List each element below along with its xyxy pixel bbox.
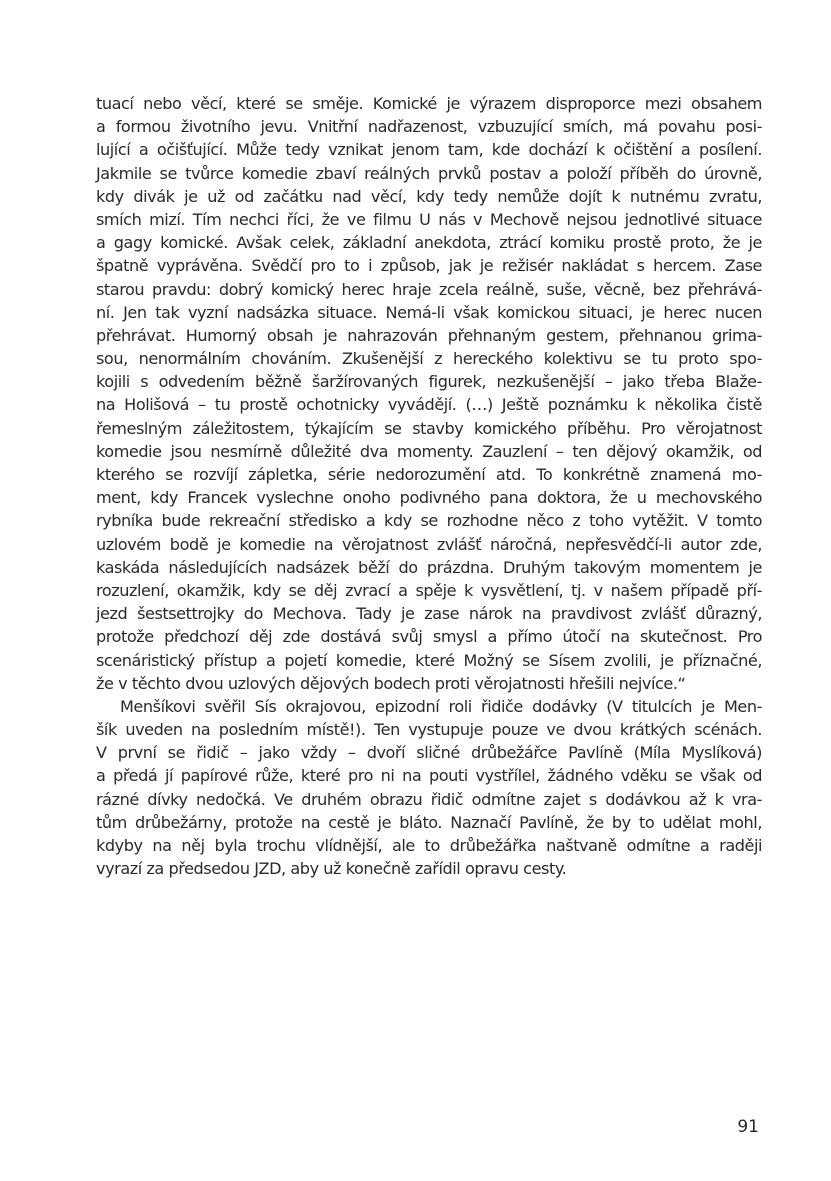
paragraph-1 bbox=[96, 92, 762, 695]
text-line: protože předchozí děj zde dostává svůj smysl a přímo útočí na skutečnost. Pro bbox=[96, 627, 762, 647]
body-text bbox=[96, 92, 762, 880]
paragraph-2 bbox=[96, 695, 762, 881]
text-line: rázné dívky nedočká. Ve druhém obrazu řidič odmítne zajet s dodávkou až k vra- bbox=[96, 789, 762, 809]
text-line: a předá jí papírové růže, které pro ni na pouti vystřílel, žádného vděku se však od bbox=[96, 766, 762, 786]
text-line: kdy divák je už od začátku nad věcí, kdy tedy nemůže dojít k nutnému zvratu, bbox=[96, 186, 762, 206]
text-line: rybníka bude rekreační středisko a kdy se rozhodne něco z toho vytěžit. V tomto bbox=[96, 511, 762, 531]
text-line: komedie jsou nesmírně důležité dva momenty. Zauzlení – ten dějový okamžik, od bbox=[96, 441, 762, 461]
text-line: přehrávat. Humorný obsah je nahrazován přehnaným gestem, přehnanou grima- bbox=[96, 325, 762, 345]
text-line: scenáristický přístup a pojetí komedie, které Možný se Sísem zvolili, je příznačné, bbox=[96, 650, 762, 670]
text-line: ment, kdy Francek vyslechne onoho podivného pana doktora, že u mechovského bbox=[96, 488, 762, 508]
text-line: Menšíkovi svěřil Sís okrajovou, epizodní roli řidiče dodávky (V titulcích je Men- bbox=[120, 696, 762, 716]
text-line: špatně vyprávěna. Svědčí pro to i způsob, jak je režisér nakládat s hercem. Zase bbox=[96, 256, 762, 276]
text-line: řemeslným záležitostem, týkajícím se stavby komického příběhu. Pro věrojatnost bbox=[96, 418, 762, 438]
text-line: šík uveden na posledním místě!). Ten vystupuje pouze ve dvou krátkých scénách. bbox=[96, 720, 762, 740]
text-line: starou pravdu: dobrý komický herec hraje zcela reálně, suše, věcně, bez přehrává- bbox=[96, 279, 762, 299]
text-line: lující a očišťující. Může tedy vznikat jenom tam, kde dochází k očištění a posílení. bbox=[96, 140, 762, 160]
text-line: kojili s odvedením běžně šaržírovaných figurek, nezkušenější – jako třeba Blaže- bbox=[96, 372, 762, 392]
page-number: 91 bbox=[737, 1117, 759, 1137]
text-line: a gagy komické. Avšak celek, základní anekdota, ztrácí komiku prostě proto, že je bbox=[96, 233, 762, 253]
text-line: kaskáda následujících nadsázek běží do prázdna. Druhým takovým momentem je bbox=[96, 557, 762, 577]
text-line: V první se řidič – jako vždy – dvoří sličné drůbežářce Pavlíně (Míla Myslíková) bbox=[96, 743, 762, 763]
text-line: kterého se rozvíjí zápletka, série nedorozumění atd. To konkrétně znamená mo- bbox=[96, 465, 762, 484]
text-line: na Holišová – tu prostě ochotnicky vyvádějí. (…) Ještě poznámku k několika čistě bbox=[96, 395, 762, 415]
text-line: a formou životního jevu. Vnitřní nadřazenost, vzbuzující smích, má povahu posi- bbox=[96, 117, 762, 137]
text-line: tům drůbežárny, protože na cestě je bláto. Naznačí Pavlíně, že by to udělat mohl, bbox=[96, 812, 762, 832]
text-line: jezd šestsettrojky do Mechova. Tady je zase nárok na pravdivost zvlášť důrazný, bbox=[96, 604, 762, 624]
text-line: že v těchto dvou uzlových dějových bodech proti věrojatnosti hřešili nejvíce.“ bbox=[96, 673, 686, 693]
text-line: kdyby na něj byla trochu vlídnější, ale to drůbežářka naštvaně odmítne a raději bbox=[96, 836, 762, 855]
text-line: uzlovém bodě je komedie na věrojatnost zvlášť náročná, nepřesvědčí-li autor zde, bbox=[96, 534, 762, 554]
text-line: smích mizí. Tím nechci říci, že ve filmu U nás v Mechově nejsou jednotlivé situace bbox=[96, 209, 762, 229]
text-line: ní. Jen tak vyzní nadsázka situace. Nemá-li však komickou situaci, je herec nucen bbox=[96, 302, 762, 322]
text-line: Jakmile se tvůrce komedie zbaví reálných prvků postav a položí příběh do úrovně, bbox=[96, 163, 762, 183]
text-line: sou, nenormálním chováním. Zkušenější z hereckého kolektivu se tu proto spo- bbox=[96, 349, 762, 369]
text-line: vyrazí za předsedou JZD, aby už konečně zařídil opravu cesty. bbox=[96, 859, 567, 879]
text-line: tuací nebo věcí, které se směje. Komické je výrazem disproporce mezi obsahem bbox=[96, 94, 762, 113]
text-line: rozuzlení, okamžik, kdy se děj zvrací a spěje k vysvětlení, tj. v našem případě pří- bbox=[96, 580, 762, 600]
